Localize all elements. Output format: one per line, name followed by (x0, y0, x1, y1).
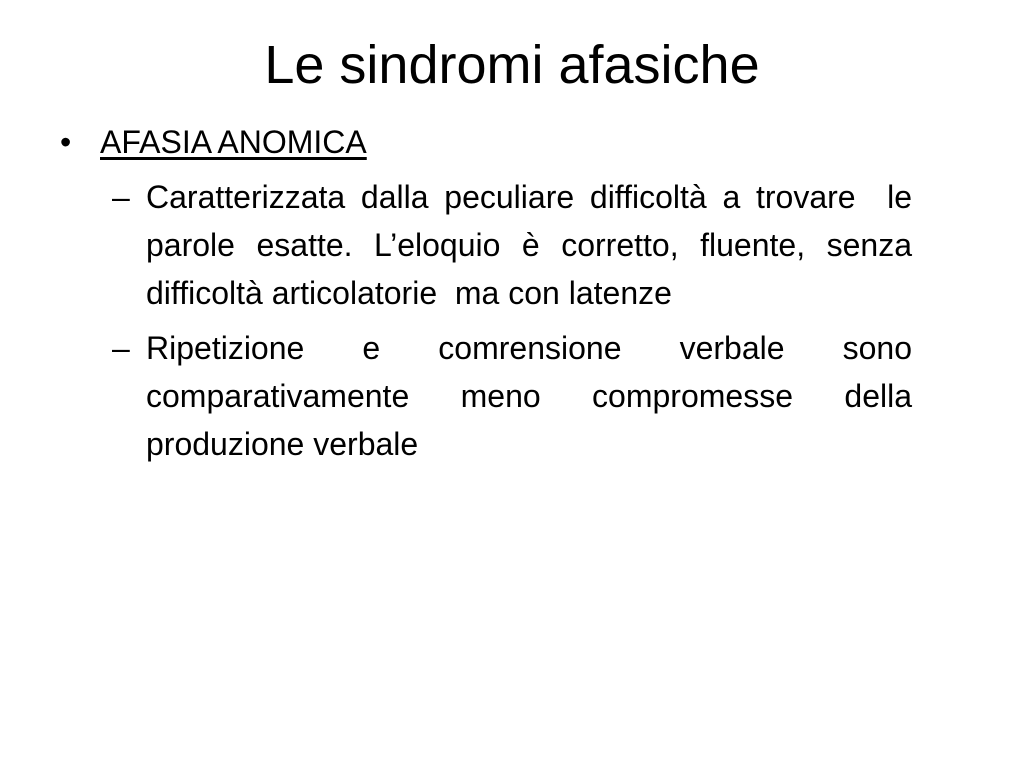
dash-icon: – (112, 330, 130, 366)
slide-content (60, 118, 921, 468)
bullet-dot-icon: • (60, 124, 72, 160)
sub-bullet-item (112, 173, 921, 317)
dash-icon: – (112, 179, 130, 215)
bullet-item (60, 118, 912, 166)
sub-bullet-text: Caratterizzata dalla peculiare difficoltà a trovare le parole esatte. L’eloquio è corretto, fluente, senza difficoltà articolatorie ma con latenze (146, 179, 921, 311)
sub-bullet-text: Ripetizione e comrensione verbale sono comparativamente meno compromesse della produzione verbale (146, 330, 921, 462)
slide-title: Le sindromi afasiche (264, 35, 760, 95)
bullet-heading: AFASIA ANOMICA (100, 124, 367, 160)
sub-bullet-list (60, 173, 921, 468)
sub-bullet-item (112, 324, 921, 468)
